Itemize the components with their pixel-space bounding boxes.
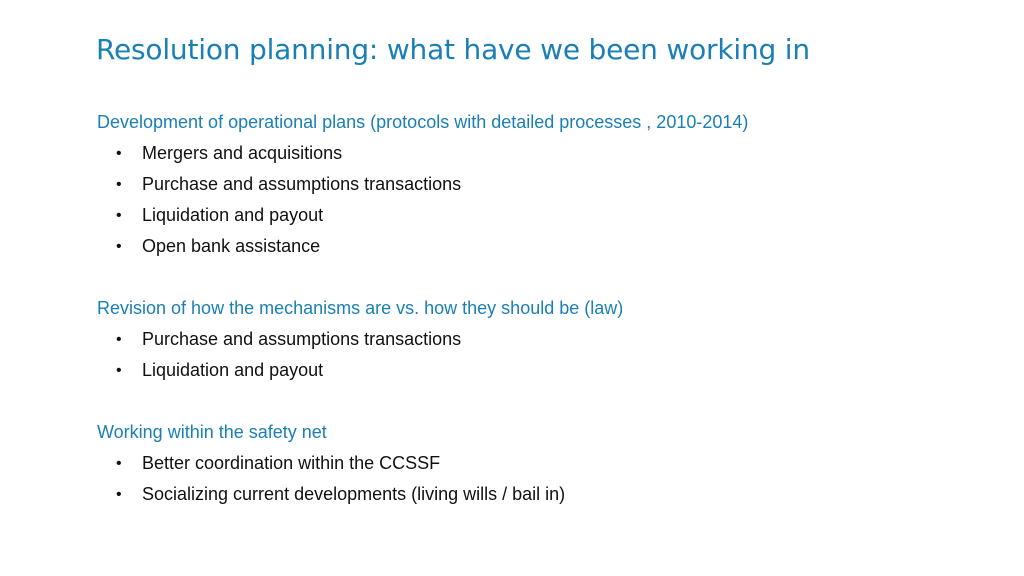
- bullet-icon: •: [116, 144, 122, 162]
- section-operational-plans: [97, 107, 977, 262]
- bullet-list: [97, 324, 977, 386]
- list-item-text: Liquidation and payout: [142, 360, 324, 380]
- bullet-icon: •: [116, 237, 122, 255]
- section-heading: Development of operational plans (protocols with detailed processes , 2010-2014): [97, 112, 749, 132]
- bullet-icon: •: [116, 454, 122, 472]
- slide-content: [97, 107, 977, 541]
- list-item: [97, 448, 977, 479]
- section-revision-mechanisms: [97, 293, 977, 386]
- slide-title: Resolution planning: what have we been working in: [96, 33, 810, 66]
- list-item-text: Open bank assistance: [142, 236, 321, 256]
- list-item-text: Mergers and acquisitions: [142, 143, 343, 163]
- section-heading: Revision of how the mechanisms are vs. how they should be (law): [97, 298, 624, 318]
- list-item: [97, 355, 977, 386]
- bullet-icon: •: [116, 485, 122, 503]
- bullet-icon: •: [116, 361, 122, 379]
- list-item-text: Liquidation and payout: [142, 205, 324, 225]
- list-item: [97, 169, 977, 200]
- list-item-text: Better coordination within the CCSSF: [142, 453, 441, 473]
- list-item: [97, 231, 977, 262]
- list-item-text: Purchase and assumptions transactions: [142, 329, 462, 349]
- list-item-text: Purchase and assumptions transactions: [142, 174, 462, 194]
- list-item: [97, 200, 977, 231]
- bullet-icon: •: [116, 330, 122, 348]
- bullet-list: [97, 448, 977, 510]
- section-heading: Working within the safety net: [97, 422, 327, 442]
- list-item: [97, 138, 977, 169]
- section-safety-net: [97, 417, 977, 510]
- list-item: [97, 479, 977, 510]
- bullet-icon: •: [116, 206, 122, 224]
- list-item: [97, 324, 977, 355]
- bullet-icon: •: [116, 175, 122, 193]
- list-item-text: Socializing current developments (living wills / bail in): [142, 484, 566, 504]
- bullet-list: [97, 138, 977, 262]
